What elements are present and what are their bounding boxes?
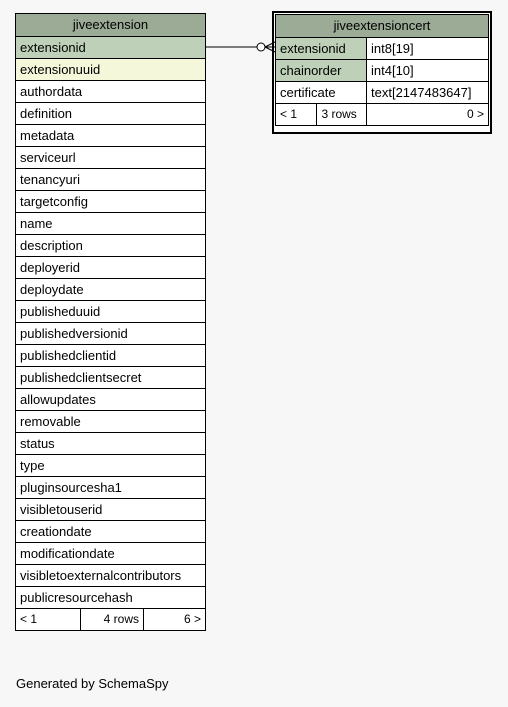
column-deploydate[interactable]: deploydate	[16, 279, 206, 301]
children-link[interactable]: 6 >	[144, 609, 206, 631]
column-extensionuuid[interactable]: extensionuuid	[16, 59, 206, 81]
column-publishedclientid[interactable]: publishedclientid	[16, 345, 206, 367]
column-modificationdate[interactable]: modificationdate	[16, 543, 206, 565]
column-extensionid[interactable]: extensionid	[276, 38, 367, 60]
parents-link[interactable]: < 1	[276, 104, 317, 126]
column-authordata[interactable]: authordata	[16, 81, 206, 103]
column-description[interactable]: description	[16, 235, 206, 257]
column-publisheduuid[interactable]: publisheduuid	[16, 301, 206, 323]
column-serviceurl[interactable]: serviceurl	[16, 147, 206, 169]
column-type: text[2147483647]	[367, 82, 489, 104]
column-visibletoexternalcontributors[interactable]: visibletoexternalcontributors	[16, 565, 206, 587]
column-name[interactable]: name	[16, 213, 206, 235]
column-publicresourcehash[interactable]: publicresourcehash	[16, 587, 206, 609]
column-targetconfig[interactable]: targetconfig	[16, 191, 206, 213]
column-metadata[interactable]: metadata	[16, 125, 206, 147]
parents-link[interactable]: < 1	[16, 609, 81, 631]
column-publishedversionid[interactable]: publishedversionid	[16, 323, 206, 345]
table-title[interactable]: jiveextension	[16, 14, 206, 37]
column-deployerid[interactable]: deployerid	[16, 257, 206, 279]
table-title[interactable]: jiveextensioncert	[276, 15, 489, 38]
zero-optional-marker	[257, 43, 265, 51]
column-publishedclientsecret[interactable]: publishedclientsecret	[16, 367, 206, 389]
column-extensionid[interactable]: extensionid	[16, 37, 206, 59]
column-type: int4[10]	[367, 60, 489, 82]
column-allowupdates[interactable]: allowupdates	[16, 389, 206, 411]
column-pluginsourcesha1[interactable]: pluginsourcesha1	[16, 477, 206, 499]
column-visibletouserid[interactable]: visibletouserid	[16, 499, 206, 521]
generated-by-label: Generated by SchemaSpy	[16, 676, 169, 691]
column-status[interactable]: status	[16, 433, 206, 455]
column-chainorder[interactable]: chainorder	[276, 60, 367, 82]
table-jiveextension	[15, 13, 206, 631]
column-type[interactable]: type	[16, 455, 206, 477]
table-jiveextensioncert-frame	[272, 11, 492, 134]
children-link[interactable]: 0 >	[367, 104, 489, 126]
column-creationdate[interactable]: creationdate	[16, 521, 206, 543]
row-count: 3 rows	[317, 104, 367, 126]
table-jiveextensioncert	[275, 14, 489, 126]
row-count: 4 rows	[81, 609, 144, 631]
column-certificate[interactable]: certificate	[276, 82, 367, 104]
column-definition[interactable]: definition	[16, 103, 206, 125]
column-tenancyuri[interactable]: tenancyuri	[16, 169, 206, 191]
column-type: int8[19]	[367, 38, 489, 60]
column-removable[interactable]: removable	[16, 411, 206, 433]
